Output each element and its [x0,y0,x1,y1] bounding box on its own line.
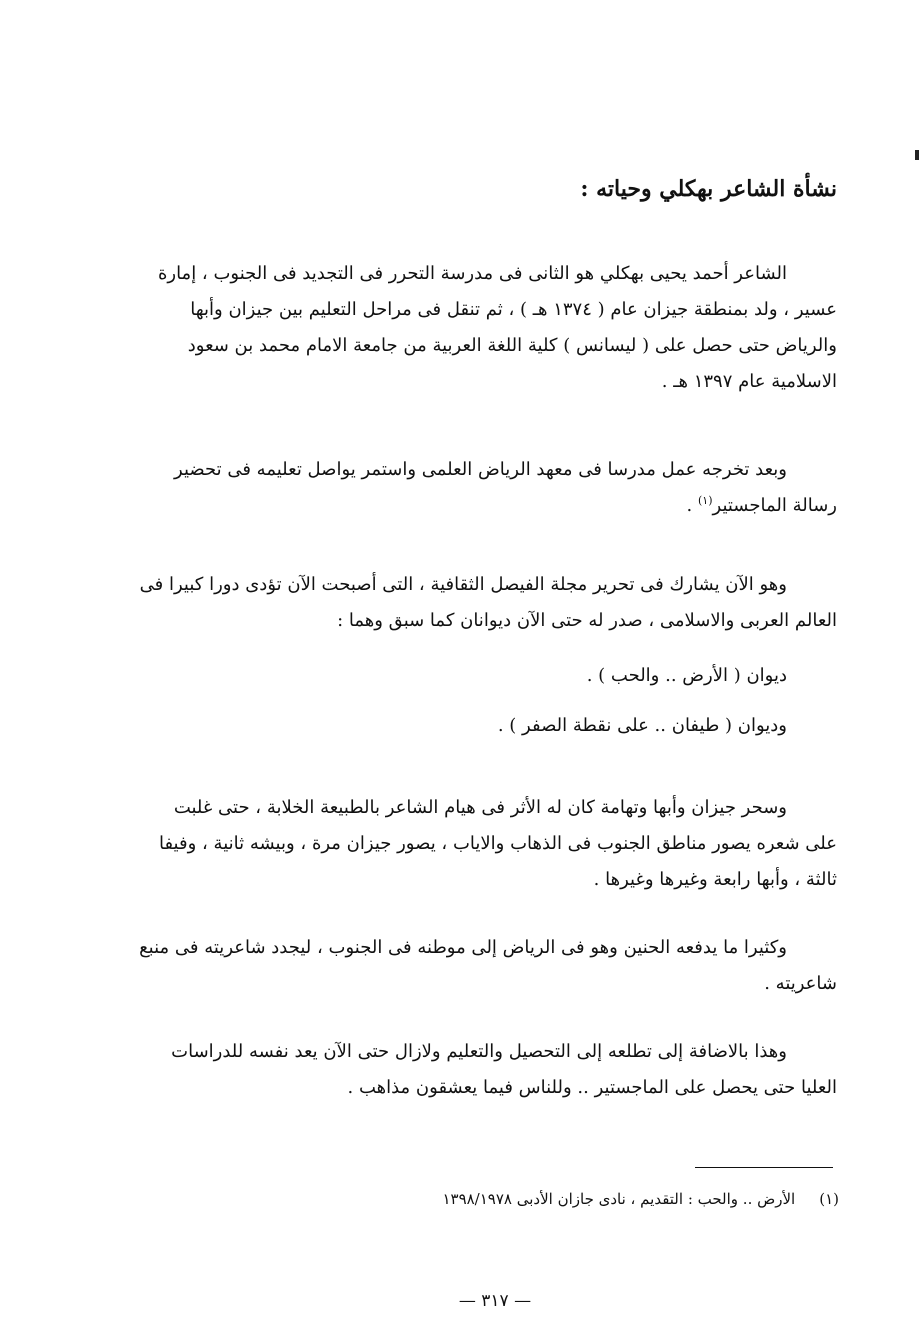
paragraph-graduation [137,452,837,524]
scan-edge-mark [915,150,919,160]
paragraph-nature: وسحر جيزان وأبها وتهامة كان له الأثر فى هيام الشاعر بالطبيعة الخلابة ، حتى غلبت على شعره يصور مناطق الجنوب فى الذهاب والاياب ، يصور جيزان مرة ، وبيشه ثانية ، وفيفا ثالثة ، وأبها رابعة وغيرها وغيرها . [158,797,837,890]
footnote-marker: (١) [819,1190,839,1208]
paragraph-studies: وهذا بالاضافة إلى تطلعه إلى التحصيل والتعليم ولازال حتى الآن يعد نفسه للدراسات العليا حتى يحصل على الماجستير .. وللناس فيما يعشقون مذاهب . [171,1041,837,1098]
paragraph-graduation-end: . [686,495,698,516]
footnote-divider [695,1167,833,1168]
diwan-item-2: وديوان ( طيفان .. على نقطة الصفر ) . [497,715,787,736]
paragraph-current-work: وهو الآن يشارك فى تحرير مجلة الفيصل الثقافية ، التى أصبحت الآن تؤدى دورا كبيرا فى العالم العربى والاسلامى ، صدر له حتى الآن ديوانان كما سبق وهما : [139,574,837,631]
footnote-reference: (١) [698,494,713,507]
page-number: — ٣١٧ — [458,1291,532,1311]
section-heading: نشأة الشاعر بهكلي وحياته : [580,176,837,202]
paragraph-graduation-text: وبعد تخرجه عمل مدرسا فى معهد الرياض العلمى واستمر يواصل تعليمه فى تحضير رسالة الماجستير [174,459,837,516]
paragraph-nostalgia: وكثيرا ما يدفعه الحنين وهو فى الرياض إلى موطنه فى الجنوب ، ليجدد شاعريته فى منبع شاعريته . [139,937,837,994]
diwan-item-1: ديوان ( الأرض .. والحب ) . [586,665,787,686]
footnote-text: الأرض .. والحب : التقديم ، نادى جازان الأدبى ١٣٩٨/١٩٧٨ [442,1190,796,1208]
footnote [219,1186,839,1212]
paragraph-birth: الشاعر أحمد يحيى بهكلي هو الثانى فى مدرسة التحرر فى التجديد فى الجنوب ، إمارة عسير ، ولد بمنطقة جيزان عام ( ١٣٧٤ هـ ) ، ثم تنقل فى مراحل التعليم بين جيزان وأبها والرياض حتى حصل على ( ليسانس ) كلية اللغة العربية من جامعة الامام محمد بن سعود الاسلامية عام ١٣٩٧ هـ . [157,263,837,392]
